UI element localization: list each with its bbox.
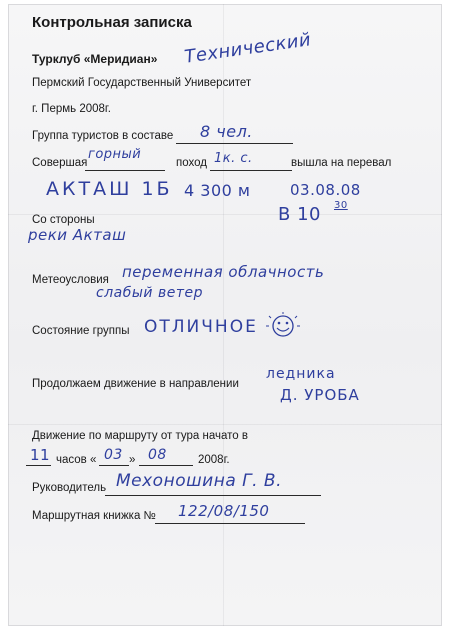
paper-crease <box>223 4 224 626</box>
university-name: Пермский Государственный Университет <box>32 77 252 89</box>
start-hour-handwritten: 11 <box>30 446 51 464</box>
city-year: г. Пермь 2008г. <box>32 103 111 115</box>
state-label: Состояние группы <box>32 325 130 337</box>
weather-line2-handwritten: слабый ветер <box>96 285 203 301</box>
time-handwritten: В 10 <box>278 204 321 225</box>
weather-line1-handwritten: переменная облачность <box>122 263 325 281</box>
altitude-handwritten: 4 300 м <box>184 181 251 200</box>
smiley-face-icon <box>266 312 300 340</box>
leader-underline <box>105 495 321 496</box>
start-day-underline <box>99 465 129 466</box>
leader-label: Руководитель <box>32 482 107 494</box>
hours-label: часов « <box>56 454 97 466</box>
pass-label: вышла на перевал <box>291 157 392 169</box>
book-number-handwritten: 122/08/150 <box>178 502 270 520</box>
control-note-sheet <box>8 4 442 626</box>
hike-label: поход <box>176 157 207 169</box>
start-month-handwritten: 08 <box>148 447 167 463</box>
pass-name-handwritten: АКТАШ 1Б <box>46 178 173 200</box>
hike-type-handwritten: горный <box>88 147 142 162</box>
direction-line2-handwritten: Д. УРОБА <box>280 386 360 404</box>
book-number-underline <box>155 523 305 524</box>
start-day-handwritten: 03 <box>104 447 123 463</box>
club-name: Турклуб «Меридиан» <box>32 52 158 66</box>
leader-handwritten: Мехоношина Г. В. <box>116 471 282 491</box>
start-month-underline <box>139 465 193 466</box>
performed-label: Совершая <box>32 157 88 169</box>
year-suffix: 2008г. <box>198 454 230 466</box>
start-label: Движение по маршруту от тура начато в <box>32 430 248 442</box>
difficulty-handwritten: 1к. с. <box>214 151 253 166</box>
form-title: Контрольная записка <box>32 14 192 31</box>
direction-line1-handwritten: ледника <box>266 366 336 382</box>
time-minutes-handwritten: 30 <box>334 200 348 211</box>
difficulty-underline <box>210 170 292 171</box>
date-handwritten: 03.08.08 <box>290 181 361 199</box>
side-handwritten: реки Акташ <box>28 226 127 244</box>
direction-label: Продолжаем движение в направлении <box>32 378 239 390</box>
group-size-handwritten: 8 чел. <box>200 122 253 141</box>
hike-type-underline <box>85 170 165 171</box>
group-size-underline <box>176 143 293 144</box>
side-label: Со стороны <box>32 214 95 226</box>
start-hour-underline <box>26 465 51 466</box>
club-type-handwritten: Технический <box>183 29 313 68</box>
paper-crease <box>8 424 442 425</box>
weather-label: Метеоусловия <box>32 274 109 286</box>
group-label: Группа туристов в составе <box>32 130 174 142</box>
quote-close: » <box>129 454 136 466</box>
book-label: Маршрутная книжка № <box>32 510 156 522</box>
state-handwritten: ОТЛИЧНОЕ <box>144 317 258 337</box>
